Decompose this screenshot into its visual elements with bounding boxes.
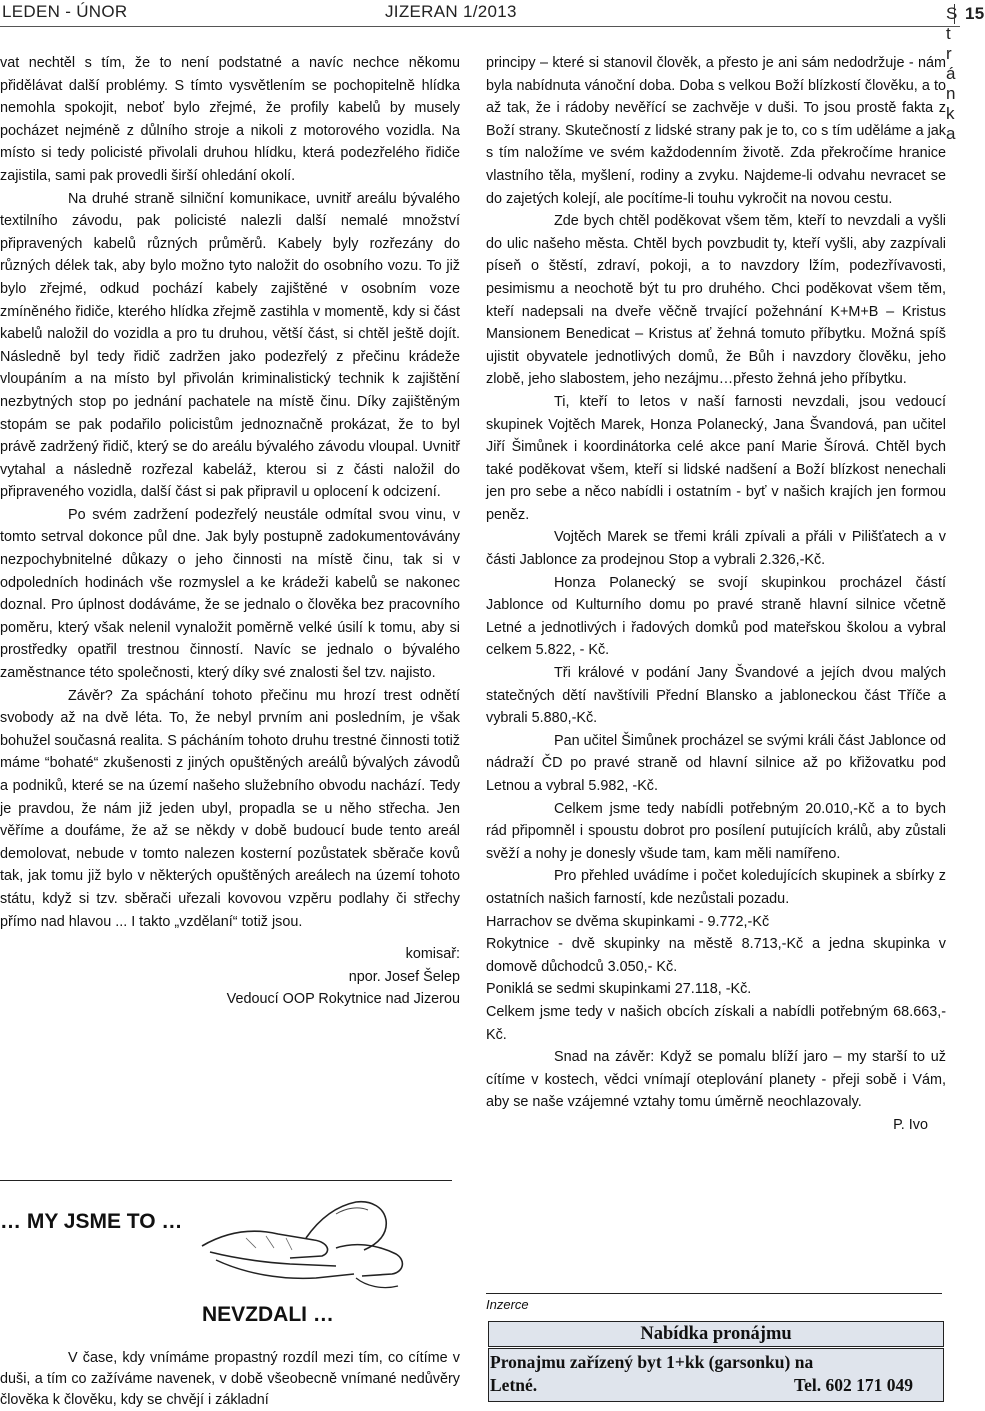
right-signature: P. Ivo [893,1116,928,1133]
signature-office: Vedoucí OOP Rokytnice nad Jizerou [226,991,460,1008]
signature-name: npor. Josef Šelep [348,968,460,985]
right-paragraph-11: Rokytnice - dvě skupinky na městě 8.713,-Kč a jedna skupinka v domově důchodců 3.050,- Kč. [486,936,946,975]
article-title-part1: … MY JSME TO … [0,1210,183,1233]
praying-hands-illustration [186,1188,414,1300]
ad-line-2 [489,1374,943,1397]
right-paragraph-4: Vojtěch Marek se třemi králi zpívali a přáli v Pilišťatech a v části Jablonce za prodejnou Stop a vybrali 2.326,-Kč. [486,529,946,569]
right-paragraph-7: Pan učitel Šimůnek procházel se svými králi část Jablonce od nádraží ČD po pravé straně od hlavní silnice až po křižovatku pod Letnou a vybral 5.982, -Kč. [486,732,946,794]
right-column-article [486,52,946,1137]
right-paragraph-8: Celkem jsme tedy nabídli potřebným 20.010,-Kč a to bych rád připomněl i spoustu dobrot pro posílení putujících králů, aby zůstali svěží a nohy je donesly všude tam, kam měli namířeno. [486,800,946,862]
ad-divider [486,1293,942,1294]
left-paragraph-4: Závěr? Za spáchání tohoto přečinu mu hrozí trest odnětí svobody až na dvě léta. To, že nebyl prvním ani posledním, je však bohužel současná realita. S pácháním tohoto druhu trestné činnosti totiž máme “bohaté“ zkušenosti z jiných opuštěných areálů bývalých závodů a podniků, které se na území našeho služebního obvodu nachází. Tedy je pravdou, že nám již jeden ubyl, propadla se u něho střecha. Jen věříme a doufáme, že až se někdy v době budoucí bude tento areál demolovat, nebude v tomto nalezen kosterní pozůstatek sběrače kovů tak, jak tomu již bylo v některých opuštěných areálech na území tohoto státu, když si tzv. sběrači uřezali kovovou vzpěru podlahy či střechy přímo nad hlavou ... I takto „vzdělaní“ totiž jsou. [0,687,460,930]
left-paragraph-1: vat nechtěl s tím, že to není podstatné a navíc nechce někomu přidělávat další problémy. S tímto vysvětlením se pochopitelně hlídka nemohla spokojit, neboť bylo zřejmé, že profily kabelů by musely pocházet nejméně z důlního stroje a nikoli z motorového vozidla. Na místo si tedy policisté přivolali druhou hlídku, která podezřelého řidiče zajistila, sami pak provedli širší ohledání okolí. [0,55,460,184]
right-paragraph-5: Honza Polanecký se svojí skupinkou procházel částí Jablonce od Kulturního domu po pravé straně hlavní silnice včetně Letné a jednotlivých i řadových domků pod mateřskou školou a vybral celkem 5.822, - Kč. [486,574,946,659]
right-paragraph-2: Zde bych chtěl poděkovat všem těm, kteří to nevzdali a vyšli do ulic našeho města. Chtěl bych povzbudit ty, kteří vyšli, aby zazpívali píseň o štěstí, zdraví, pokoji, a to navzdory lžím, podezřívavosti, pesimismu a neochotě být tu pro druhého. Chci poděkovat všem těm, kteří nadepsali na dveře věčně trvající požehnání K+M+B – Kristus Mansionem Benedicat – Kristus ať žehná tomuto příbytku. Možná spíš ujistit obyvatele jednotlivých domů, že Bůh i navzdory člověku, jeho zlobě, jeho slabostem, jeho nezájmu…přesto žehná jeho příbytku. [486,213,946,388]
ad-body [488,1348,944,1402]
article2-intro-paragraph: V čase, kdy vnímáme propastný rozdíl mezi tím, co cítíme v duši, a tím co zažíváme navenek, v době všeobecně vnímané nedůvěry člověka k člověku, kdy se chvějí i základní [0,1350,460,1408]
right-paragraph-9: Pro přehled uvádíme i počet koledujících skupinek a sbírky z ostatních našich farností, kde nezůstali pozadu. [486,868,946,907]
ad-location: Letné. [490,1375,538,1395]
ad-phone: Tel. 602 171 049 [794,1375,913,1395]
header-page-number: 15 [954,4,985,24]
ad-line-1: Pronajmu zařízený byt 1+kk (garsonku) na [490,1352,814,1372]
right-paragraph-6: Tři králové v podání Jany Švandové a jejích dvou malých statečných dětí navštívili Přední Blansko a jabloneckou část Tříče a vybrali 5.880,-Kč. [486,665,946,727]
signature-rank: komisař: [405,946,460,963]
article-title-part2: NEVZDALI … [202,1303,334,1326]
right-paragraphs [486,52,946,1114]
left-paragraph-3: Po svém zadržení podezřelý neustále odmítal svou vinu, v tomto setrval dokonce půl dne. Jak byly postupně zadokumentovávány nezpochybnitelné důkazy o jeho činnosti na místě činu, tak si v odpoledních hodinách vše rozmyslel a ke krádeži kabelů se nakonec doznal. Pro úplnost dodáváme, že se jednalo o člověka bez pracovního poměru, který však nelenil vynaložit poměrně velké úsilí k tomu, aby si prostředky opatřil trestnou činností. Navíc se jednalo o bývalého zaměstnance této společnosti, který díky své znalosti šel tzv. najisto. [0,506,460,682]
right-paragraph-3: Ti, kteří to letos v naší farnosti nevzdali, jsou vedoucí skupinek Vojtěch Marek, Honza Polanecký, Jana Švandová, pan učitel Jiří Šimůnek i koordinátorka celé akce paní Marie Šírová. Chtěl bych také poděkovat všem, kteří si lidské nadšení a Boží blízkost nenechali jen pro sebe a něco nabídli i ostatním - byť v našich krajích jen formou peněz. [486,393,946,523]
header-page-word: S t r á n k a [946,4,958,143]
right-paragraph-12: Poniklá se sedmi skupinkami 27.118, -Kč. [486,981,752,998]
header-issue-months: LEDEN - ÚNOR [2,2,128,21]
header-publication: JIZERAN 1/2013 [385,2,517,21]
left-paragraph-2: Na druhé straně silniční komunikace, uvnitř areálu bývalého textilního závodu, pak policisté nalezli další nemalé množství připravených kabelů různých průměrů. Kabely byly rozřezány do různých délek tak, aby bylo možno tyto naložit do osobního vozu. To již bylo zřejmé, odkud pochází kabely zajištěné v osobním voze zmíněného řidiče, kterého hlídka zřejmě zastihla v momentě, kdy si část kabelů naložil do vozidla a pro tu druhou, větší část, si chtěl ještě dojít. Následně byl tedy řidič zadržen jako podezřelý z přečinu krádeže vloupáním a na místo byl přivolán kriminalistický technik k zajištění nezbytných stop po jednání pachatele na místě činu. Díky zajištěným stopám se pak podařilo policistům jednoznačně prokázat, že to byl právě zadržený řidič, který se do areálu bývalého závodu vloupal. Uvnitř vytahal a následně rozřezal kabeláž, kterou si z části naložil do připraveného vozidla, další část si pak připravil u oplocení k odcizení. [0,190,460,501]
ad-title: Nabídka pronájmu [488,1321,944,1347]
article2-intro [0,1348,460,1411]
right-paragraph-10: Harrachov se dvěma skupinkami - 9.772,-Kč [486,913,770,930]
article-divider [0,1180,452,1181]
ad-section-label: Inzerce [486,1297,529,1312]
right-paragraph-13: Celkem jsme tedy v našich obcích získali a nabídli potřebným 68.663,-Kč. [486,1003,946,1043]
left-column-article [0,52,460,1011]
right-paragraph-14: Snad na závěr: Když se pomalu blíží jaro – my starší to už cítíme v kostech, vědci vnímají oteplování planety - přeji sobě i Vám, aby se naše vzájemné vztahy tomu úměrně neochlazovaly. [486,1049,946,1111]
right-paragraph-1: principy – které si stanovil člověk, a přesto je ani sám nedodržuje - nám byla nabídnuta vánoční doba. Doba s velkou Boží blízkostí člověku, a to až tak, že i rádoby nevěřící se zachvěje v duši. To jsou prostě fakta z Boží strany. Skutečností z lidské strany pak je to, co s tím uděláme a jak s tím naložíme ve svém každodenním životě. Zda překročíme hranice vlastního těla, myšlení, rodiny a zvyku. Najdeme-li odvahu nevracet se do zajetých kolejí, ale pocítíme-li touhu vykročit na novou cestu. [486,55,946,207]
